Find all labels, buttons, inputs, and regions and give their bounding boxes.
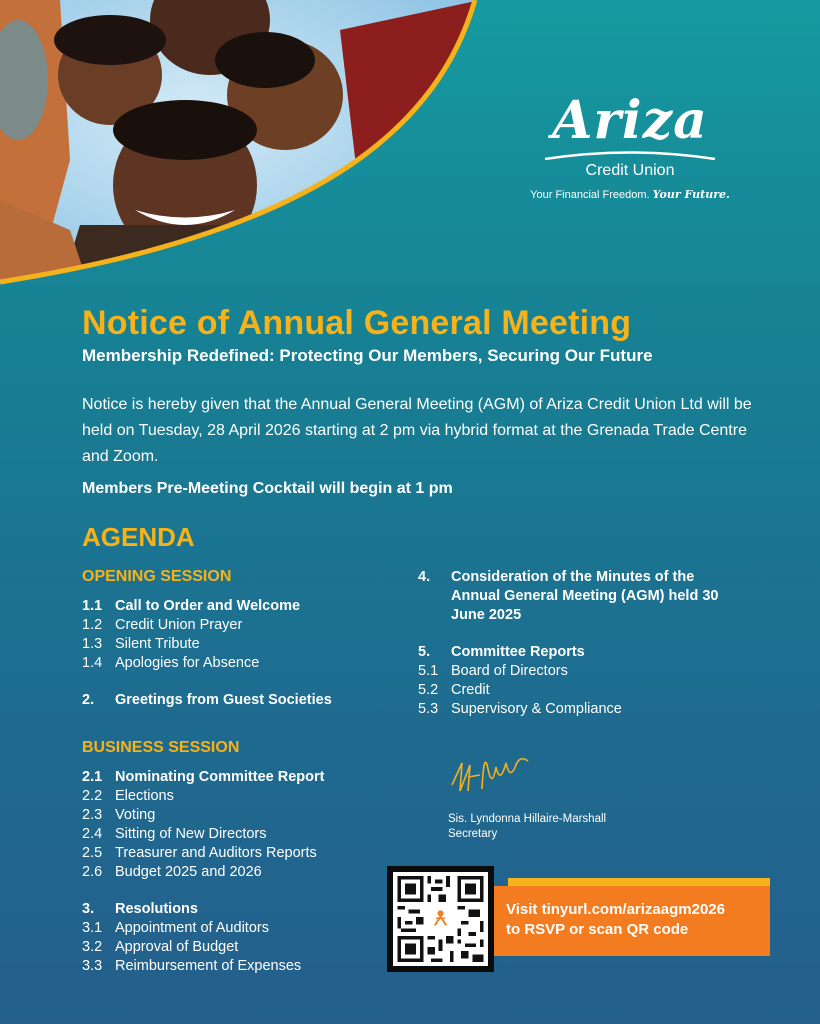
list-item: 3.3 Reimbursement of Expenses	[82, 958, 302, 974]
cta-accent-bar	[508, 878, 770, 886]
rsvp-qr-code[interactable]	[387, 866, 494, 972]
brand-tagline: Your Financial Freedom. Your Future.	[530, 188, 730, 201]
list-item: 2.6 Budget 2025 and 2026	[82, 864, 262, 880]
opening-session-list	[82, 597, 332, 710]
list-item: 1.4 Apologies for Absence	[82, 655, 260, 671]
logo-wordmark: Ariza	[552, 90, 708, 151]
list-item: 3. Resolutions	[82, 901, 198, 917]
list-item: 5.1 Board of Directors	[418, 663, 568, 679]
list-item: 2.2 Elections	[82, 788, 174, 804]
signature-mark	[448, 745, 538, 805]
business-session-list	[82, 768, 324, 976]
qr-code-icon	[393, 872, 488, 966]
opening-session-heading: OPENING SESSION	[82, 568, 232, 585]
signatory	[448, 812, 606, 842]
list-item: 5.2 Credit	[418, 682, 490, 698]
business-session-heading: BUSINESS SESSION	[82, 739, 240, 756]
right-agenda-list	[418, 568, 738, 719]
brand-logo	[520, 92, 740, 180]
page-title: Notice of Annual General Meeting	[82, 304, 632, 342]
rsvp-link-banner[interactable]	[494, 886, 770, 956]
list-item: 2.1 Nominating Committee Report	[82, 769, 325, 785]
logo-subtitle: Credit Union	[585, 162, 675, 179]
list-item: 1.3 Silent Tribute	[82, 636, 200, 652]
list-item: 2.5 Treasurer and Auditors Reports	[82, 845, 317, 861]
list-item: 1.1 Call to Order and Welcome	[82, 598, 301, 614]
cta-line-2: to RSVP or scan QR code	[506, 921, 689, 938]
list-item: 5. Committee Reports	[418, 644, 585, 660]
list-item: 2.4 Sitting of New Directors	[82, 826, 267, 842]
list-item: 3.2 Approval of Budget	[82, 939, 239, 955]
signatory-role: Secretary	[448, 828, 498, 840]
list-item: 5.3 Supervisory & Compliance	[418, 701, 622, 717]
logo-swoosh-icon	[540, 150, 720, 160]
agenda-heading: AGENDA	[82, 522, 195, 552]
list-item: 4. Consideration of the Minutes of the Annual General Meeting (AGM) held 30 June 2025	[418, 569, 719, 623]
list-item: 2.3 Voting	[82, 807, 156, 823]
page-subtitle: Membership Redefined: Protecting Our Members, Securing Our Future	[82, 346, 653, 365]
list-item: 1.2 Credit Union Prayer	[82, 617, 243, 633]
notice-intro: Notice is hereby given that the Annual General Meeting (AGM) of Ariza Credit Union Ltd will be held on Tuesday, 28 April 2026 starting at 2 pm via hybrid format at the Grenada Trade Centre and Zoom.	[82, 396, 752, 465]
signatory-name: Sis. Lyndonna Hillaire-Marshall	[448, 813, 607, 825]
cta-line-1: Visit tinyurl.com/arizaagm2026	[506, 901, 725, 918]
list-item: 3.1 Appointment of Auditors	[82, 920, 269, 936]
list-item: 2. Greetings from Guest Societies	[82, 692, 332, 708]
cocktail-note: Members Pre-Meeting Cocktail will begin at 1 pm	[82, 480, 453, 497]
